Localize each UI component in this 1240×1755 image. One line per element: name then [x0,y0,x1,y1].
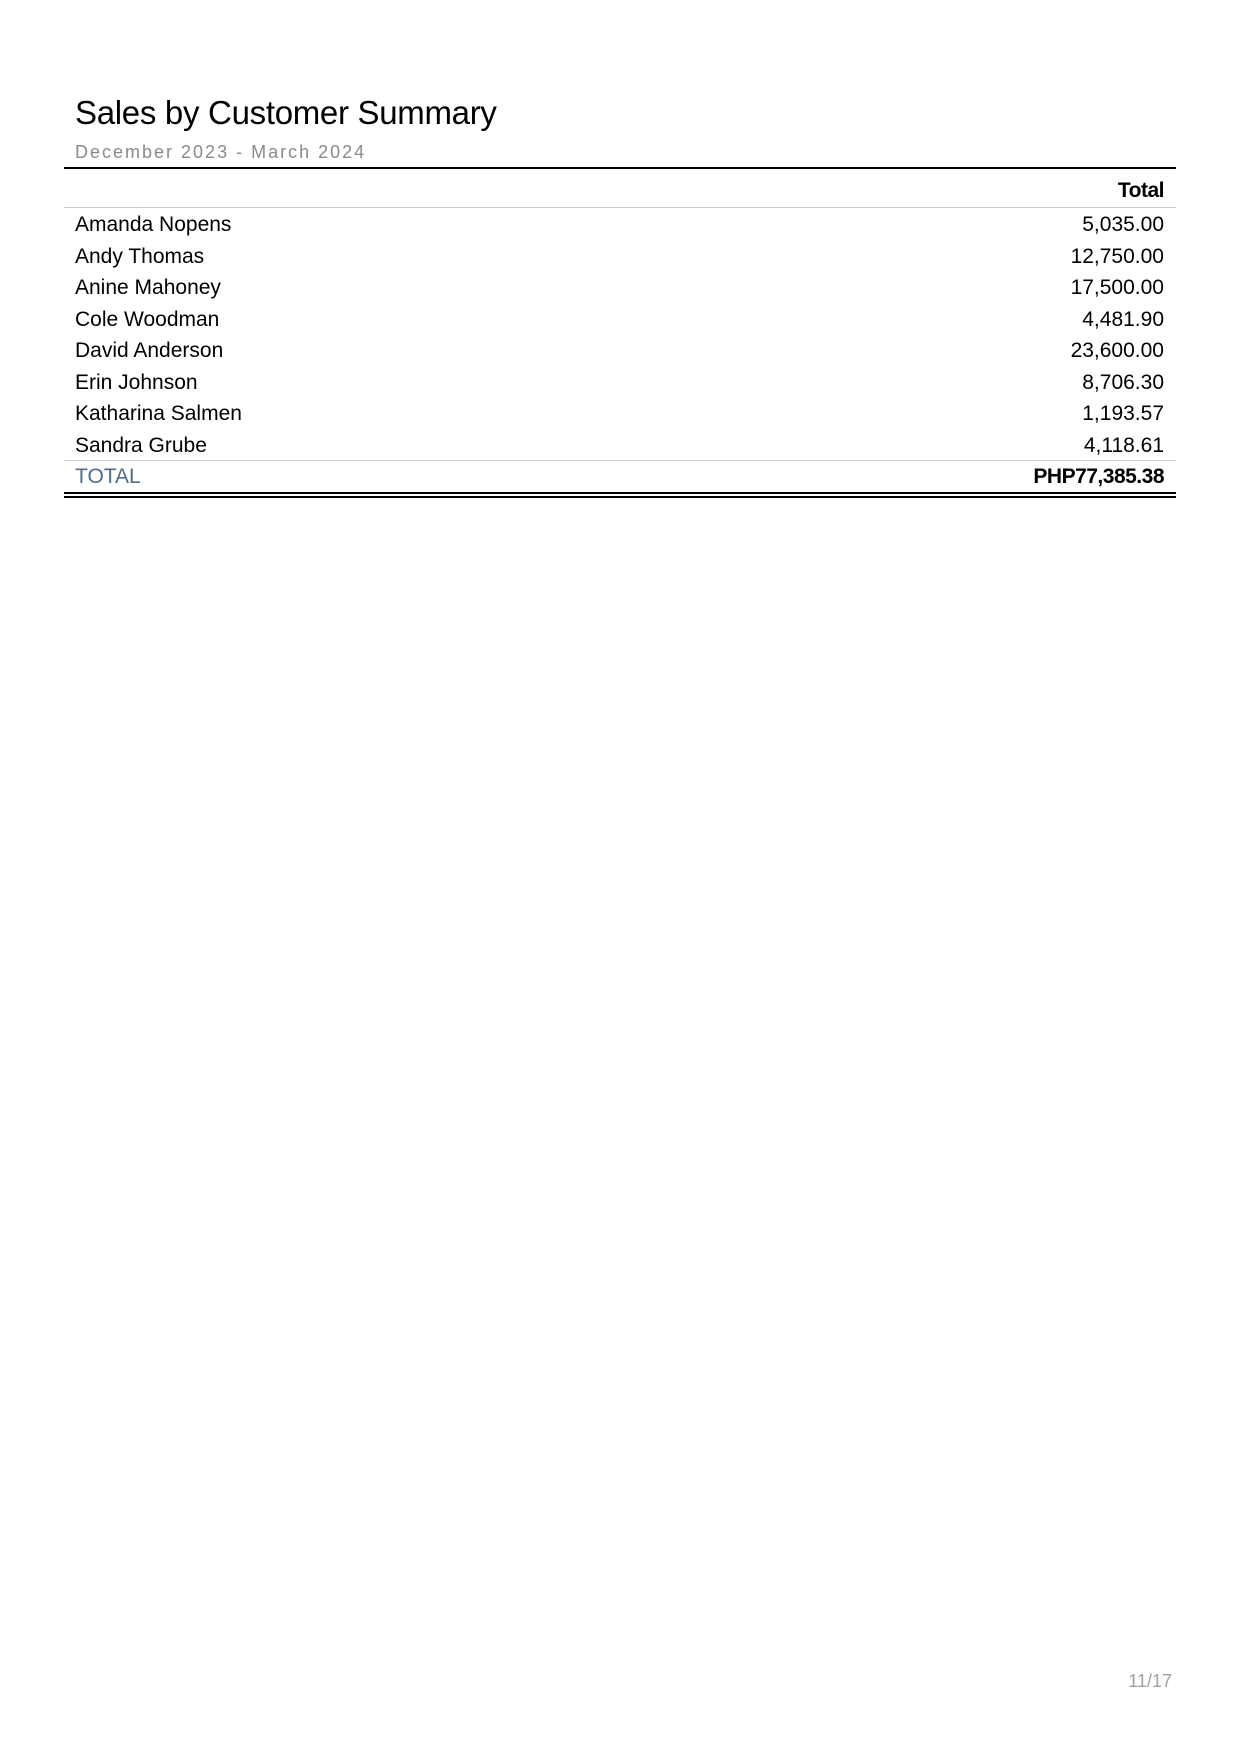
table-row [64,366,1176,398]
report-period: December 2023 - March 2024 [75,142,367,162]
customer-name: Andy Thomas [75,244,205,268]
customer-total: 8,706.30 [1082,370,1164,394]
total-row [64,460,1176,492]
customer-total: 12,750.00 [1070,244,1164,268]
customer-name: Erin Johnson [75,370,198,394]
customer-name: Anine Mahoney [75,276,221,299]
table-row [64,303,1176,335]
customer-name: Katharina Salmen [75,402,242,425]
table-row [64,429,1176,461]
customer-total: 4,118.61 [1083,433,1164,457]
table-row [64,271,1176,303]
table-row [64,397,1176,429]
customer-name: David Anderson [75,339,224,362]
grand-total: PHP77,385.38 [1033,465,1164,488]
customer-total: 17,500.00 [1070,276,1164,299]
customer-total: 4,481.90 [1082,307,1164,331]
customer-total: 1,193.57 [1082,402,1164,425]
total-double-rule [64,492,1176,498]
column-header-total: Total [1117,179,1164,202]
report-title: Sales by Customer Summary [75,94,497,131]
table-row [64,208,1176,240]
customer-name: Cole Woodman [75,307,220,331]
customer-total: 5,035.00 [1082,213,1164,236]
total-label: TOTAL [75,465,141,488]
page-number: 11/17 [1128,1671,1172,1691]
customer-total: 23,600.00 [1070,339,1164,362]
table-row [64,334,1176,366]
table-header [64,167,1176,208]
table-row [64,240,1176,272]
customer-name: Sandra Grube [75,433,207,457]
customer-name: Amanda Nopens [75,213,232,236]
sales-table [64,167,1176,498]
